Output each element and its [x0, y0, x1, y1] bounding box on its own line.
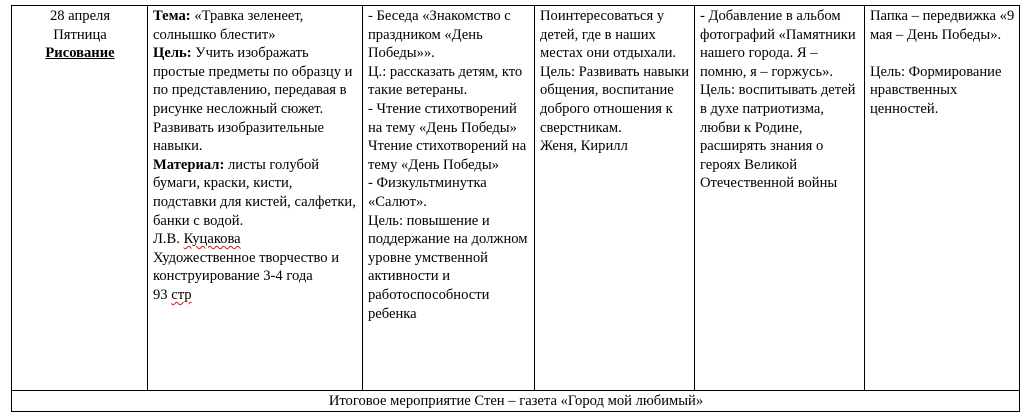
environment-cell	[695, 6, 865, 391]
individual-goal: Цель: Развивать навыки общения, воспитание доброго отношения к сверстникам.	[540, 63, 690, 136]
material-label: Материал:	[153, 156, 225, 173]
goal-label: Цель:	[153, 45, 192, 62]
parents-spacer	[870, 44, 1015, 63]
individual-text: Поинтересоваться у детей, где в наших местах они отдыхали.	[540, 8, 677, 62]
goal-text: Учить изображать простые предметы по образцу и по представлению, передавая в рисунке несложный сюжет. Развивать изобразительные навыки.	[153, 45, 353, 155]
topic-label: Тема:	[153, 8, 191, 24]
final-event-cell	[12, 391, 1020, 412]
parents-text: Папка – передвижка «9 мая – День Победы».	[870, 8, 1015, 43]
author-surname: Куцакова	[183, 231, 241, 248]
joint-item: Чтение стихотворений на тему «День Победы»	[368, 138, 527, 173]
material-text: листы голубой бумаги, краски, кисти, подставки для кистей, салфетки, банки с водой.	[153, 156, 356, 229]
joint-item: - Чтение стихотворений на тему «День Победы»	[368, 100, 517, 136]
environment-text: - Добавление в альбом фотографий «Памятники нашего города. Я – помню, я – горжусь».	[700, 8, 856, 80]
joint-item: Ц.: рассказать детям, кто такие ветераны.	[368, 63, 523, 99]
day-date: 28 апреля	[49, 8, 111, 24]
footer-row	[12, 391, 1020, 412]
day-activity: Рисование	[45, 45, 115, 62]
environment-goal: Цель: воспитывать детей в духе патриотизма, любви к Родине, расширять знания о героях Великой Отечественной войны	[700, 82, 856, 192]
lesson-cell	[148, 6, 363, 391]
individual-work-cell	[535, 6, 695, 391]
joint-item: Цель: повышение и поддержание на должном уровне умственной активности и работоспособности ребенка	[368, 212, 528, 322]
final-event-text: Итоговое мероприятие Стен – газета «Город мой любимый»	[328, 393, 704, 410]
page-abbr: стр	[171, 286, 192, 303]
day-row	[12, 6, 1020, 391]
topic-text: «Травка зеленеет, солнышко блестит»	[153, 8, 304, 43]
joint-activity-cell	[363, 6, 535, 391]
day-weekday: Пятница	[53, 26, 107, 43]
page-number: 93	[153, 286, 168, 303]
joint-item: - Беседа «Знакомство с праздником «День Победы»».	[368, 8, 511, 62]
day-cell	[12, 6, 148, 391]
book-title: Художественное творчество и конструирование 3-4 года	[153, 249, 340, 285]
joint-item: - Физкультминутка «Салют».	[368, 175, 487, 210]
parents-goal: Цель: Формирование нравственных ценностей.	[870, 63, 1002, 117]
parents-cell	[865, 6, 1020, 391]
individual-children: Женя, Кирилл	[540, 138, 628, 155]
author-initials: Л.В.	[153, 231, 180, 248]
weekly-plan-table	[11, 5, 1020, 412]
